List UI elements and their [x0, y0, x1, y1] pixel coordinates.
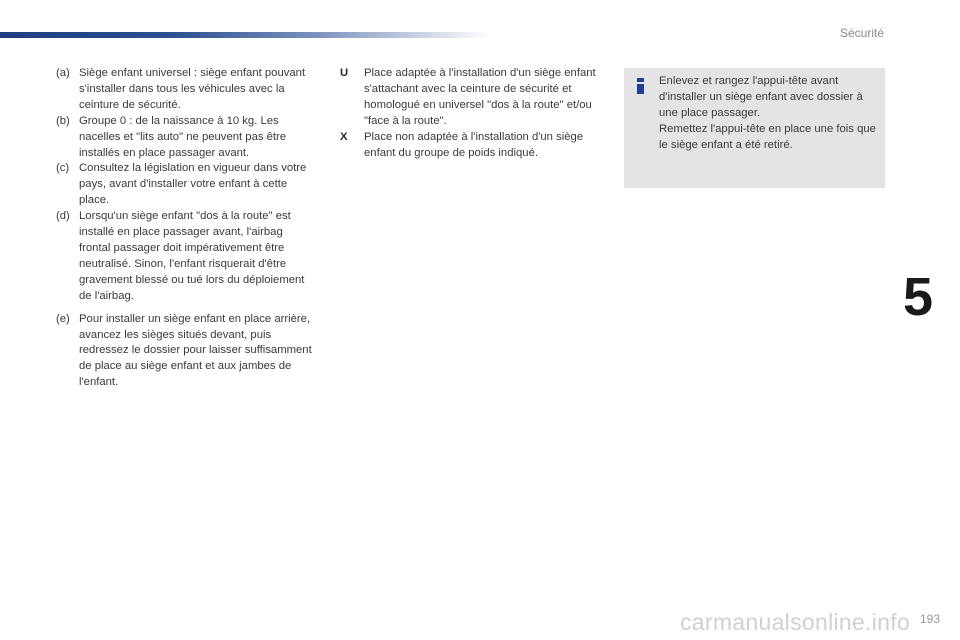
- info-line-2: Remettez l'appui-tête en place une fois que le siège enfant a été retiré.: [659, 122, 876, 151]
- info-line-1: Enlevez et rangez l'appui-tête avant d'installer un siège enfant avec dossier à une place passager.: [659, 75, 863, 119]
- note-text: Lorsqu'un siège enfant "dos à la route" est installé en place passager avant, l'airbag frontal passager doit impérativement être neutralisé. Sinon, l'enfant risquerait d'être gravement blessé ou tué lors du déploiement de l'airbag.: [79, 210, 305, 302]
- note-key: (d): [56, 210, 70, 223]
- legend-key: U: [340, 67, 349, 79]
- legend-key: X: [340, 130, 348, 143]
- legend-u: [340, 66, 598, 130]
- legend-text: Place adaptée à l'installation d'un siège enfant s'attachant avec la ceinture de sécurité et homologué en universel "dos à la route" et/ou "face à la route".: [364, 67, 596, 127]
- note-b: [56, 114, 316, 162]
- note-key: (a): [56, 67, 70, 79]
- note-text: Pour installer un siège enfant en place arrière, avancez les sièges situés devant, puis redressez le dossier pour laisser suffisamment de place au siège enfant et aux jambes de l'enfant.: [79, 312, 312, 389]
- section-title: Sécurité: [839, 26, 884, 40]
- note-key: (c): [56, 162, 70, 175]
- note-a: [56, 66, 316, 114]
- note-c: [56, 161, 316, 209]
- note-key: (b): [56, 114, 70, 127]
- note-text: Siège enfant universel : siège enfant pouvant s'installer dans tous les véhicules avec la ceinture de sécurité.: [79, 67, 306, 111]
- info-text: [659, 74, 879, 154]
- page-number: 193: [919, 612, 940, 626]
- note-text: Consultez la législation en vigueur dans votre pays, avant d'installer votre enfant à cette place.: [79, 162, 307, 207]
- header-bar: [0, 32, 490, 38]
- legend-text: Place non adaptée à l'installation d'un siège enfant du groupe de poids indiqué.: [364, 130, 584, 159]
- info-icon: [636, 78, 645, 94]
- note-d: [56, 209, 316, 304]
- chapter-number: 5: [903, 267, 934, 327]
- info-box: [624, 68, 885, 188]
- watermark: carmanualsonline.info: [680, 609, 911, 635]
- notes-column: [56, 66, 316, 391]
- legend-column: [340, 66, 598, 161]
- note-e: [56, 312, 316, 392]
- legend-x: [340, 130, 598, 162]
- note-text: Groupe 0 : de la naissance à 10 kg. Les nacelles et "lits auto" ne peuvent pas être installés en place passager avant.: [79, 114, 287, 159]
- note-key: (e): [56, 312, 70, 325]
